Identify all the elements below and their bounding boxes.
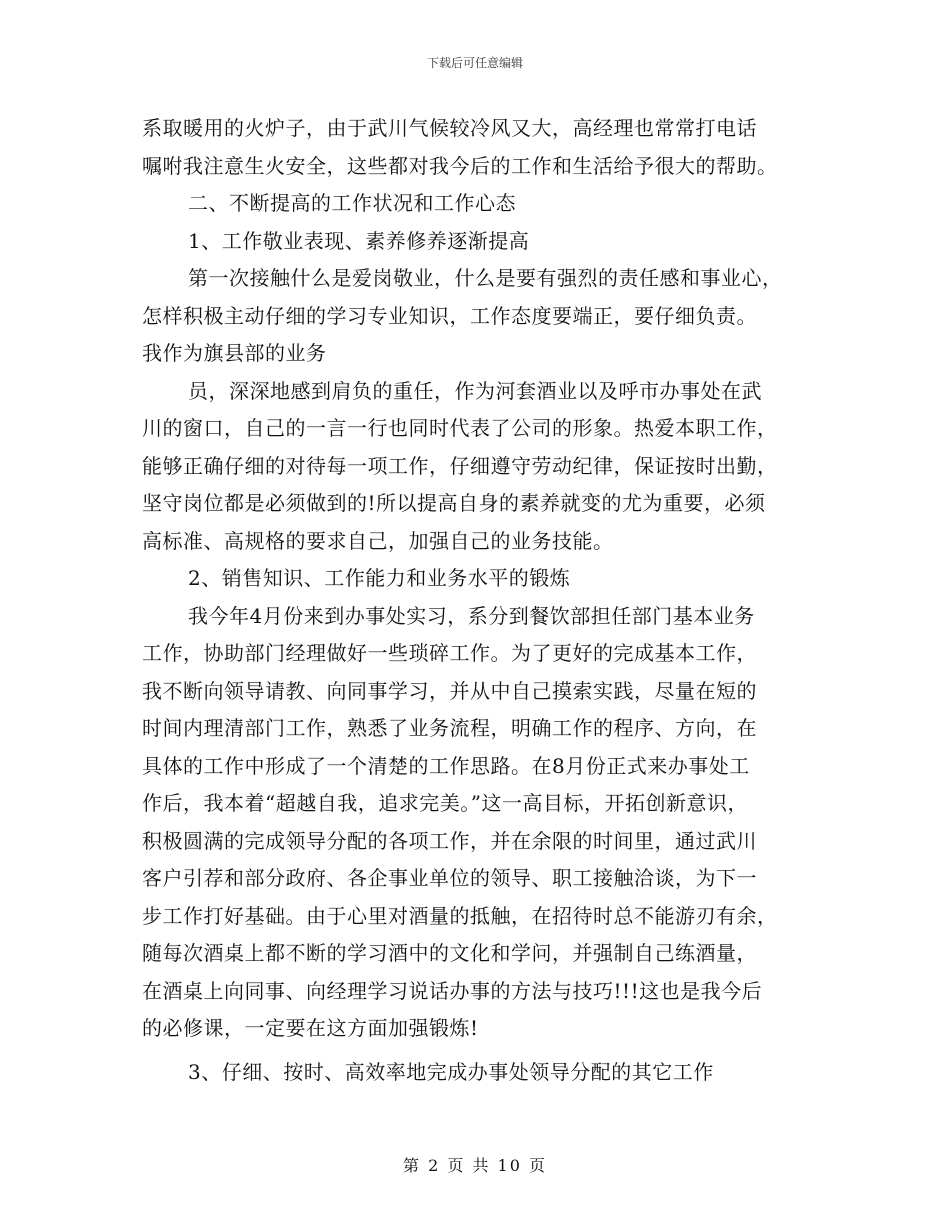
text-line: 怎样积极主动仔细的学习专业知识，工作态度要端正，要仔细负责。 [142, 303, 757, 328]
text-line: 嘱咐我注意生火安全，这些都对我今后的工作和生活给予很大的帮助。 [142, 153, 778, 178]
text-line: 作后，我本着“超越自我，追求完美。”这一高目标，开拓创新意识， [142, 791, 748, 815]
text-line: 在酒桌上向同事、向经理学习说话办事的方法与技巧!!!这也是我今后 [142, 978, 763, 1003]
text-line: 坚守岗位都是必须做到的!所以提高自身的素养就变的尤为重要，必须 [142, 491, 766, 515]
text-line: 的必修课，一定要在这方面加强锻炼! [142, 1016, 479, 1040]
text-line: 步工作打好基础。由于心里对酒量的抵触，在招待时总不能游刃有余， [142, 903, 778, 928]
paragraph-start: 我今年4月份来到办事处实习，系分到餐饮部担任部门基本业务 [188, 603, 755, 628]
section-heading: 二、不断提高的工作状况和工作心态 [188, 191, 516, 215]
text-line: 我不断向领导请教、向同事学习，并从中自己摸索实践，尽量在短的 [142, 678, 757, 703]
page-header: 下载后可任意编辑 [426, 56, 523, 70]
subsection-heading: 3、仔细、按时、高效率地完成办事处领导分配的其它工作 [188, 1059, 714, 1084]
text-line: 时间内理清部门工作，熟悉了业务流程，明确工作的程序、方向，在 [142, 716, 757, 740]
text-line: 系取暖用的火炉子，由于武川气候较冷风又大，高经理也常常打电话 [142, 116, 757, 140]
text-line: 客户引荐和部分政府、各企事业单位的领导、职工接触洽谈，为下一 [142, 866, 757, 890]
subsection-heading: 1、工作敬业表现、素养修养逐渐提高 [188, 228, 530, 253]
text-line: 工作，协助部门经理做好一些琐碎工作。为了更好的完成基本工作， [142, 641, 757, 665]
page-footer: 第 2 页 共 10 页 [403, 1156, 547, 1175]
text-line: 我作为旗县部的业务 [142, 341, 327, 365]
body-text [142, 110, 810, 1091]
text-line: 川的窗口，自己的一言一行也同时代表了公司的形象。热爱本职工作， [142, 416, 778, 440]
text-line: 高标准、高规格的要求自己，加强自己的业务技能。 [142, 528, 614, 553]
paragraph-start: 员，深深地感到肩负的重任，作为河套酒业以及呼市办事处在武 [188, 378, 762, 403]
subsection-heading: 2、销售知识、工作能力和业务水平的锻炼 [188, 566, 571, 590]
text-line: 随每次酒桌上都不断的学习酒中的文化和学问，并强制自己练酒量， [142, 941, 757, 965]
text-line: 积极圆满的完成领导分配的各项工作，并在余限的时间里，通过武川 [142, 828, 757, 853]
text-line: 能够正确仔细的对待每一项工作，仔细遵守劳动纪律，保证按时出勤， [142, 453, 778, 478]
text-line: 具体的工作中形成了一个清楚的工作思路。在8月份正式来办事处工 [142, 753, 750, 778]
paragraph-start: 第一次接触什么是爱岗敬业，什么是要有强烈的责任感和事业心， [188, 266, 783, 290]
